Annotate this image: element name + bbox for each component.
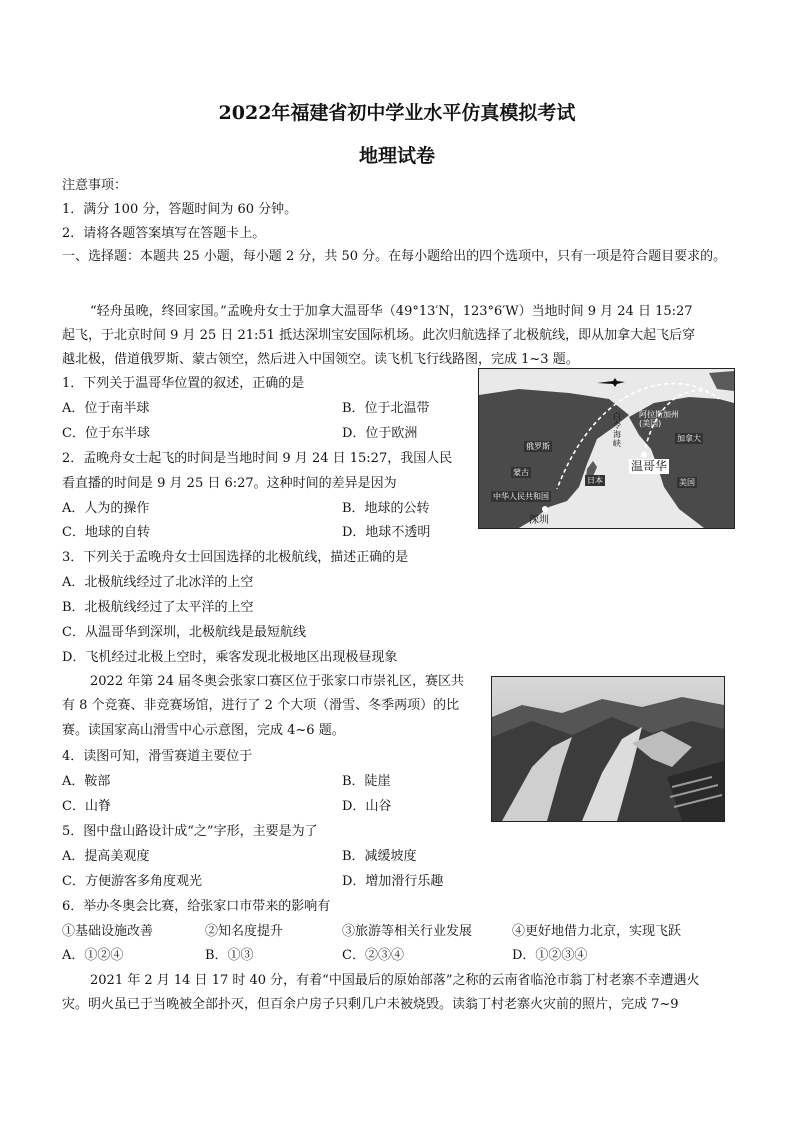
map-drawing [479, 369, 734, 528]
q6-statement-2: ②知名度提升 [205, 924, 284, 939]
q2-option-c: C．地球的自转 [62, 525, 150, 540]
map-label-alaska: 阿拉斯加州(美国) [639, 410, 679, 428]
passage2-line-1: 2022 年第 24 届冬奥会张家口赛区位于张家口市崇礼区，赛区共 [90, 674, 465, 689]
q3-stem: 3．下列关于孟晚舟女士回国选择的北极航线，描述正确的是 [62, 550, 409, 565]
q6-statement-3: ③旅游等相关行业发展 [342, 924, 473, 939]
q5-option-d: D．增加滑行乐趣 [342, 874, 444, 889]
q4-stem: 4．读图可知，滑雪赛道主要位于 [62, 749, 253, 764]
note-item-2: 2．请将各题答案填写在答题卡上。 [62, 226, 266, 241]
q6-statement-4: ④更好地借力北京，实现飞跃 [512, 924, 682, 939]
map-label-mongolia: 蒙古 [513, 468, 529, 477]
ski-center-photo [491, 676, 725, 822]
q4-option-c: C．山脊 [62, 799, 111, 814]
map-label-usa: 美国 [679, 478, 695, 487]
passage2-line-3: 赛。读国家高山滑雪中心示意图，完成 4~6 题。 [62, 723, 345, 738]
q2-option-d: D．地球不透明 [342, 525, 431, 540]
q5-option-a: A．提高美观度 [62, 849, 150, 864]
passage1-line-2: 起飞，于北京时间 9 月 25 日 21:51 抵达深圳宝安国际机场。此次归航选择了北极航线，即从加拿大起飞后穿 [62, 328, 696, 343]
flight-route-map [478, 368, 735, 529]
map-label-china: 中华人民共和国 [493, 492, 549, 501]
exam-subtitle: 地理试卷 [358, 145, 435, 167]
passage2-line-2: 有 8 个竞赛、非竞赛场馆，进行了 2 个大项（滑雪、冬季两项）的比 [62, 698, 460, 713]
q1-stem: 1．下列关于温哥华位置的叙述，正确的是 [62, 376, 305, 391]
passage1-line-1: “轻舟虽晚，终回家国。”孟晚舟女士于加拿大温哥华（49°13′N，123°6′W）当地时间 9 月 24 日 15:27 [90, 304, 693, 319]
q5-stem: 5．图中盘山路设计成“之”字形，主要是为了 [62, 824, 318, 839]
q4-option-d: D．山谷 [342, 799, 392, 814]
note-item-1: 1．满分 100 分，答题时间为 60 分钟。 [62, 202, 298, 217]
map-label-russia: 俄罗斯 [526, 442, 550, 451]
map-label-canada: 加拿大 [677, 434, 701, 443]
passage3-line-1: 2021 年 2 月 14 日 17 时 40 分，有着“中国最后的原始部落”之称的云南省临沧市翁丁村老寨不幸遭遇火 [90, 973, 700, 988]
q2-option-b: B．地球的公转 [342, 501, 430, 516]
ski-photo-drawing [492, 677, 724, 821]
q6-option-c: C．②③④ [342, 948, 404, 963]
notes-heading: 注意事项： [62, 178, 128, 193]
q6-stem: 6．举办冬奥会比赛，给张家口市带来的影响有 [62, 899, 331, 914]
map-label-bering-strait: 白令海峡 [613, 412, 621, 448]
map-label-shenzhen: 深圳 [529, 515, 549, 526]
q2-stem-line-2: 看直播的时间是 9 月 25 日 6:27。这种时间的差异是因为 [62, 476, 397, 491]
q1-option-b: B．位于北温带 [342, 401, 430, 416]
q2-option-a: A．人为的操作 [62, 501, 150, 516]
q6-option-a: A．①②④ [62, 948, 124, 963]
q2-stem-line-1: 2．孟晚舟女士起飞的时间是当地时间 9 月 24 日 15:27，我国人民 [62, 451, 453, 466]
passage3-line-2: 灾。明火虽已于当晚被全部扑灭，但百余户房子只剩几户未被烧毁。读翁丁村老寨火灾前的照片，完成 7~9 [62, 997, 679, 1012]
map-label-japan: 日本 [587, 476, 603, 485]
q3-option-a: A．北极航线经过了北冰洋的上空 [62, 575, 254, 590]
q1-option-a: A．位于南半球 [62, 401, 150, 416]
q6-option-b: B．①③ [205, 948, 254, 963]
q3-option-b: B．北极航线经过了太平洋的上空 [62, 600, 254, 615]
q6-option-d: D．①②③④ [512, 948, 588, 963]
q1-option-d: D．位于欧洲 [342, 426, 418, 441]
section-heading: 一、选择题：本题共 25 小题，每小题 2 分，共 50 分。在每小题给出的四个选项中，只有一项是符合题目要求的。 [62, 249, 727, 264]
exam-title: 2022年福建省初中学业水平仿真模拟考试 [218, 102, 576, 124]
q5-option-c: C．方便游客多角度观光 [62, 874, 202, 889]
q5-option-b: B．减缓坡度 [342, 849, 417, 864]
q4-option-b: B．陡崖 [342, 774, 391, 789]
passage1-line-3: 越北极，借道俄罗斯、蒙古领空，然后进入中国领空。读飞机飞行线路图，完成 1~3 题。 [62, 352, 579, 367]
q3-option-d: D．飞机经过北极上空时，乘客发现北极地区出现极昼现象 [62, 650, 398, 665]
q4-option-a: A．鞍部 [62, 774, 111, 789]
q3-option-c: C．从温哥华到深圳，北极航线是最短航线 [62, 625, 306, 640]
q6-statement-1: ①基础设施改善 [62, 924, 154, 939]
map-label-vancouver: 温哥华 [631, 459, 668, 473]
q1-option-c: C．位于东半球 [62, 426, 150, 441]
